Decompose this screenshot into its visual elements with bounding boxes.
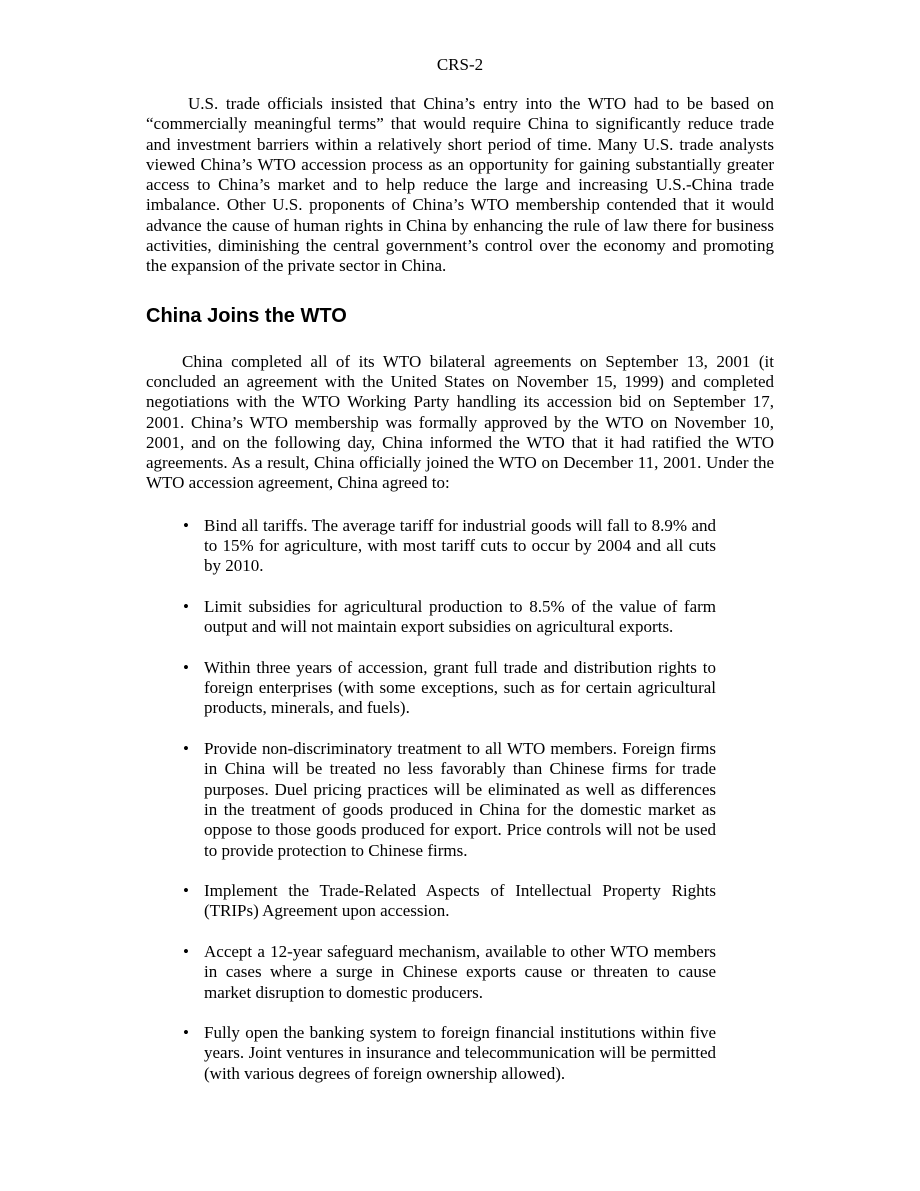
- list-item: [183, 657, 716, 719]
- bullet-icon: •: [183, 657, 189, 677]
- bullet-icon: •: [183, 941, 189, 961]
- list-item-text: Bind all tariffs. The average tariff for industrial goods will fall to 8.9% and to 15% for agriculture, with most tariff cuts to occur by 2004 and all cuts by 2010.: [204, 515, 716, 576]
- list-item: [183, 596, 716, 638]
- intro-paragraph: U.S. trade officials insisted that China’s entry into the WTO had to be based on “commercially meaningful terms” that would require China to significantly reduce trade and investment barriers within a relatively short period of time. Many U.S. trade analysts viewed China’s WTO accession process as an opportunity for gaining substantially greater access to China’s market and to help reduce the large and increasing U.S.-China trade imbalance. Other U.S. proponents of China’s WTO membership contended that it would advance the cause of human rights in China by enhancing the rule of law there for business activities, diminishing the central government’s control over the economy and promoting the expansion of the private sector in China.: [146, 94, 774, 276]
- bullet-icon: •: [183, 596, 189, 616]
- list-item-text: Provide non-discriminatory treatment to all WTO members. Foreign firms in China will be treated no less favorably than Chinese firms for trade purposes. Duel pricing practices will be eliminated as well as differences in the treatment of goods produced in China for the domestic market as oppose to those goods produced for export. Price controls will not be used to provide protection to Chinese firms.: [204, 739, 716, 860]
- list-item-text: Implement the Trade-Related Aspects of Intellectual Property Rights (TRIPs) Agreement upon accession.: [204, 881, 716, 921]
- bullet-icon: •: [183, 515, 189, 535]
- list-item: [183, 739, 716, 861]
- list-item-text: Limit subsidies for agricultural production to 8.5% of the value of farm output and will not maintain export subsidies on agricultural exports.: [204, 596, 716, 637]
- document-body: [146, 94, 774, 1104]
- page-header: CRS-2: [436, 55, 484, 74]
- commitments-list: [146, 516, 774, 1084]
- list-item-text: Fully open the banking system to foreign financial institutions within five years. Joint ventures in insurance and telecommunication will be permitted (with various degrees of foreign ownership allowed).: [204, 1023, 716, 1083]
- section-heading: China Joins the WTO: [146, 304, 347, 327]
- list-item: [183, 881, 716, 922]
- list-item-text: Accept a 12-year safeguard mechanism, available to other WTO members in cases where a surge in Chinese exports cause or threaten to cause market disruption to domestic producers.: [204, 941, 716, 1002]
- list-item: [183, 1023, 716, 1084]
- list-item: [183, 515, 716, 577]
- bullet-icon: •: [183, 881, 189, 901]
- list-item-text: Within three years of accession, grant full trade and distribution rights to foreign enterprises (with some exceptions, such as for certain agricultural products, minerals, and fuels).: [204, 657, 716, 718]
- section-paragraph: China completed all of its WTO bilateral agreements on September 13, 2001 (it concluded an agreement with the United States on November 15, 1999) and completed negotiations with the WTO Working Party handling its accession bid on September 17, 2001. China’s WTO membership was formally approved by the WTO on November 10, 2001, and on the following day, China informed the WTO that it had ratified the WTO agreements. As a result, China officially joined the WTO on December 11, 2001. Under the WTO accession agreement, China agreed to:: [146, 351, 774, 493]
- bullet-icon: •: [183, 739, 189, 759]
- bullet-icon: •: [183, 1023, 189, 1043]
- list-item: [183, 941, 716, 1003]
